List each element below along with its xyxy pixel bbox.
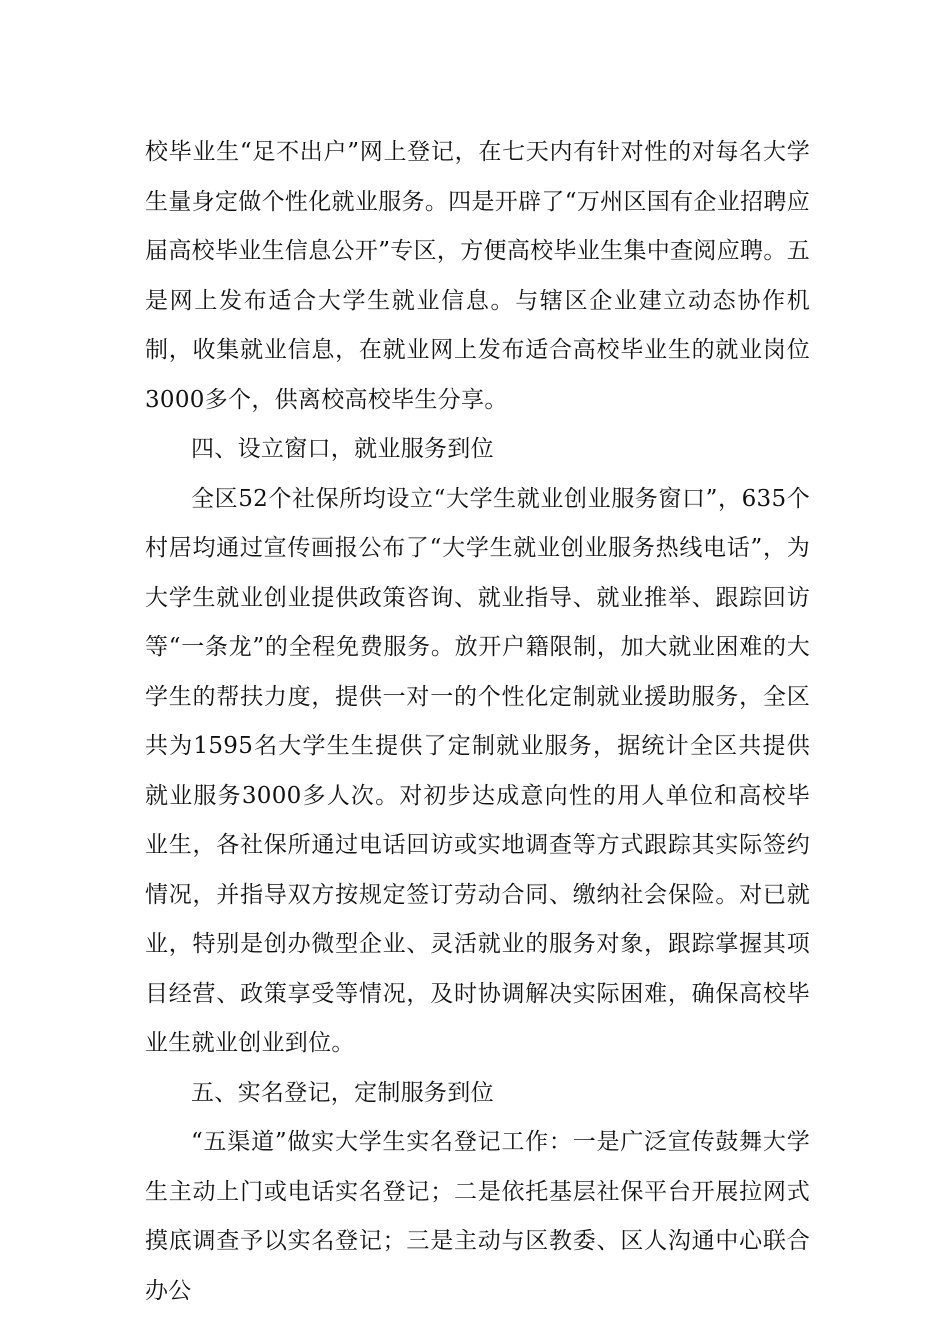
document-body [145,128,810,1316]
paragraph-section-5: “五渠道”做实大学生实名登记工作：一是广泛宣传鼓舞大学生主动上门或电话实名登记；二是依托基层社保平台开展拉网式摸底调查予以实名登记；三是主动与区教委、区人沟通中心联合办公 [145,1129,810,1304]
paragraph-continuation: 校毕业生“足不出户”网上登记，在七天内有针对性的对每名大学生量身定做个性化就业服务。四是开辟了“万州区国有企业招聘应届高校毕业生信息公开”专区，方便高校毕业生集中查阅应聘。五是网上发布适合大学生就业信息。与辖区企业建立动态协作机制，收集就业信息，在就业网上发布适合高校毕业生的就业岗位3000多个，供离校高校毕生分享。 [145,139,810,413]
section-heading-5: 五、实名登记，定制服务到位 [191,1079,494,1106]
section-heading-4: 四、设立窗口，就业服务到位 [191,436,494,462]
paragraph-section-4: 全区52个社保所均设立“大学生就业创业服务窗口”，635个村居均通过宣传画报公布了“大学生就业创业服务热线电话”，为大学生就业创业提供政策咨询、就业指导、就业推举、跟踪回访等“一条龙”的全程免费服务。放开户籍限制，加大就业困难的大学生的帮扶力度，提供一对一的个性化定制就业援助服务，全区共为1595名大学生生提供了定制就业服务，据统计全区共提供就业服务3000多人次。对初步达成意向性的用人单位和高校毕业生，各社保所通过电话回访或实地调查等方式跟踪其实际签约情况，并指导双方按规定签订劳动合同、缴纳社会保险。对已就业，特别是创办微型企业、灵活就业的服务对象，跟踪掌握其项目经营、政策享受等情况，及时协调解决实际困难，确保高校毕业生就业创业到位。 [145,485,810,1056]
